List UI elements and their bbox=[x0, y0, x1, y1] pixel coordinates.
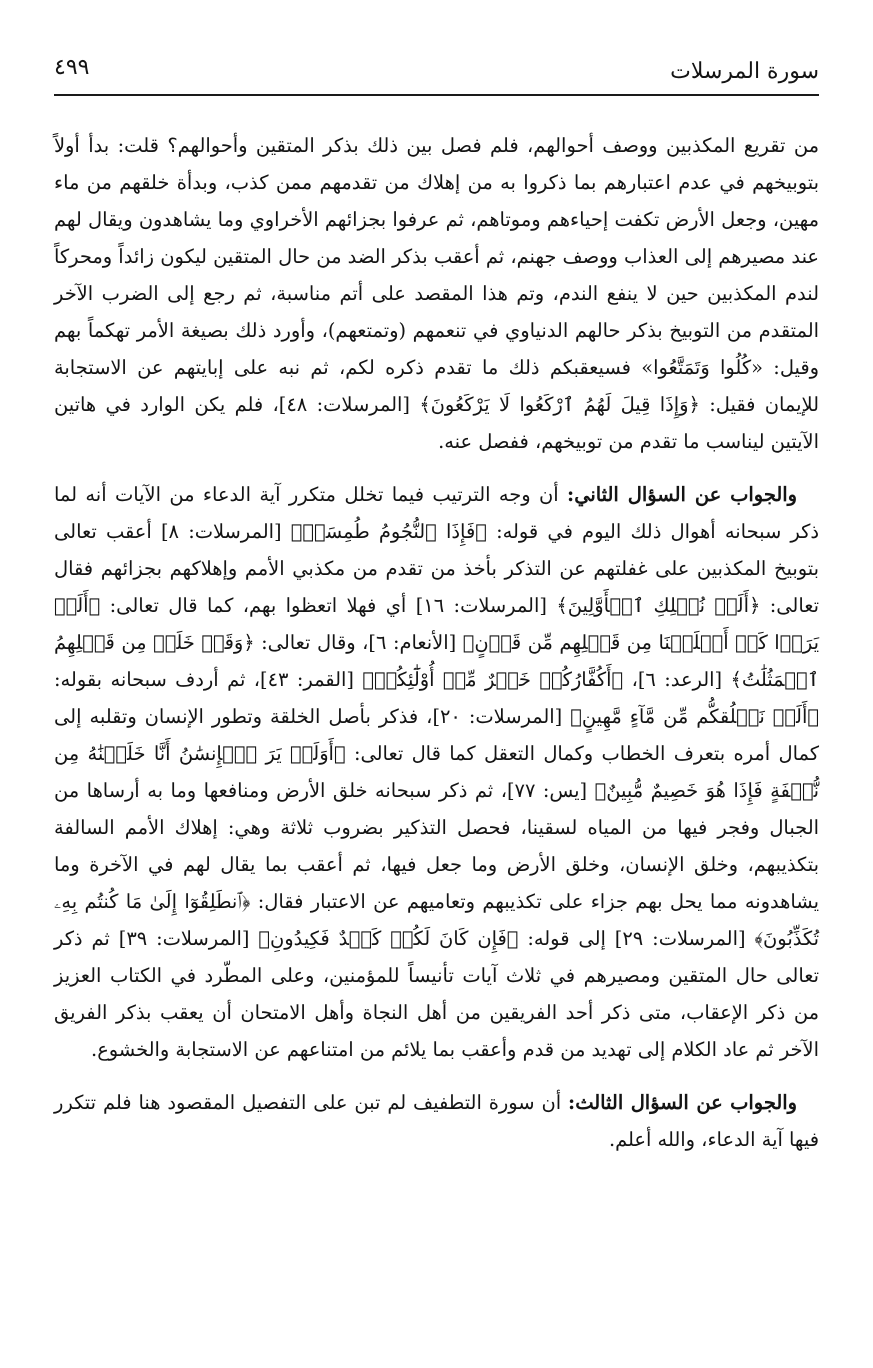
paragraph-3-lead: والجواب عن السؤال الثالث: bbox=[568, 1091, 797, 1114]
paragraph-3 bbox=[54, 1084, 819, 1158]
page-header bbox=[54, 44, 819, 96]
paragraph-1-text: من تقريع المكذبين ووصف أحوالهم، فلم فصل بين ذلك بذكر المتقين وأحوالهم؟ قلت: بدأ أولاً بتوبيخهم في عدم اعتبارهم بما ذكروا به من إهلاك من تقدمهم ممن كذب، وبدأة خلقهم من ماء مهين، وجعل الأرض تكفت إحياءهم وموتاهم، ثم عرفوا بجزائهم الأخراوي وما يشاهدون ويقال لهم عند مصيرهم إلى العذاب ووصف جهنم، ثم أعقب بذكر الضد من حال المتقين ليكون زائداً ومحركاً لندم المكذبين حين لا ينفع الندم، وتم هذا المقصد على أتم مناسبة، ثم رجع إلى الضرب الآخر المتقدم من التوبيخ بذكر حالهم الدنياوي في تنعمهم (وتمتعهم)، وأورد ذلك بصيغة الأمر تهكماً بهم وقيل: «كُلُوا وَتَمَتَّعُوا» فسيعقبكم ذلك ما تقدم ذكره لكم، ثم نبه على إبايتهم عن الاستجابة للإيمان فقيل: ﴿وَإِذَا قِيلَ لَهُمُ ٱرْكَعُوا لَا يَرْكَعُونَ﴾ [المرسلات: ٤٨]، فلم يكن الوارد في هاتين الآيتين ليناسب ما تقدم من توبيخهم، ففصل عنه. bbox=[54, 134, 820, 453]
paragraph-2 bbox=[54, 476, 819, 1068]
paragraph-3-text: أن سورة التطفيف لم تبن على التفصيل المقصود هنا فلم تتكرر فيها آية الدعاء، والله أعلم. bbox=[54, 1091, 819, 1151]
page-number: ٤٩٩ bbox=[54, 55, 90, 80]
paragraph-2-text: أن وجه الترتيب فيما تخلل متكرر آية الدعاء من الآيات أنه لما ذكر سبحانه أهوال ذلك اليوم في قوله: ﴿فَإِذَا ٱلنُّجُومُ طُمِسَتۡ﴾ [المرسلات: ٨] أعقب تعالى بتوبيخ المكذبين على غفلتهم عن التذكر بأخذ من تقدم من مكذبي الأمم وإهلاكهم بجزائهم فقال تعالى: ﴿أَلَمۡ نُهۡلِكِ ٱلۡأَوَّلِينَ﴾ [المرسلات: ١٦] أي فهلا اتعظوا بهم، كما قال تعالى: ﴿أَلَمۡ يَرَوۡا كَمۡ أَهۡلَكۡنَا مِن قَبۡلِهِم مِّن قَرۡنٍ﴾ [الأنعام: ٦]، وقال تعالى: ﴿وَقَدۡ خَلَتۡ مِن قَبۡلِهِمُ ٱلۡمَثُلَٰتُ﴾ [الرعد: ٦]، ﴿أَكُفَّارُكُمۡ خَيۡرٌ مِّنۡ أُوْلَٰٓئِكُمۡ﴾ [القمر: ٤٣]، ثم أردف سبحانه بقوله: ﴿أَلَمۡ نَخۡلُقكُّم مِّن مَّآءٍ مَّهِينٍ﴾ [المرسلات: ٢٠]، فذكر بأصل الخلقة وتطور الإنسان وتقلبه إلى كمال أمره بتعرف الخطاب وكمال التعقل كما قال تعالى: ﴿أَوَلَمۡ يَرَ ٱلۡإِنسَٰنُ أَنَّا خَلَقۡنَٰهُ مِن نُّطۡفَةٍ فَإِذَا هُوَ خَصِيمٌ مُّبِينٌ﴾ [يس: ٧٧]، ثم ذكر سبحانه خلق الأرض ومنافعها وما به أرساها من الجبال وفجر فيها من المياه لسقينا، فحصل التذكير بضروب ثلاثة وهي: إهلاك الأمم السالفة بتكذيبهم، وخلق الإنسان، وخلق الأرض وما جعل فيها، ثم أعقب بما يقال لهم في الآخرة وما يشاهدونه مما يحل بهم جزاء على تكذيبهم وتعاميهم عن الاعتبار فقال: ﴿ٱنطَلِقُوٓا إِلَىٰ مَا كُنتُم بِهِۦ تُكَذِّبُونَ﴾ [المرسلات: ٢٩] إلى قوله: ﴿فَإِن كَانَ لَكُمۡ كَيۡدٌ فَكِيدُونِ﴾ [المرسلات: ٣٩] ثم ذكر تعالى حال المتقين ومصيرهم في ثلاث آيات تأنيساً للمؤمنين، وعلى المطّرد في الكتاب العزيز من ذكر الإعقاب، متى ذكر أحد الفريقين من أهل النجاة وأهل الامتحان أن يعقب بذكر الفريق الآخر ثم عاد الكلام إلى تهديد من قدم وأعقب بما يلائم من امتناعهم عن الاستجابة والخشوع. bbox=[54, 483, 819, 1061]
body-text bbox=[54, 127, 819, 1158]
paragraph-1 bbox=[54, 127, 819, 460]
running-title: سورة المرسلات bbox=[670, 59, 819, 84]
paragraph-2-lead: والجواب عن السؤال الثاني: bbox=[567, 483, 797, 506]
